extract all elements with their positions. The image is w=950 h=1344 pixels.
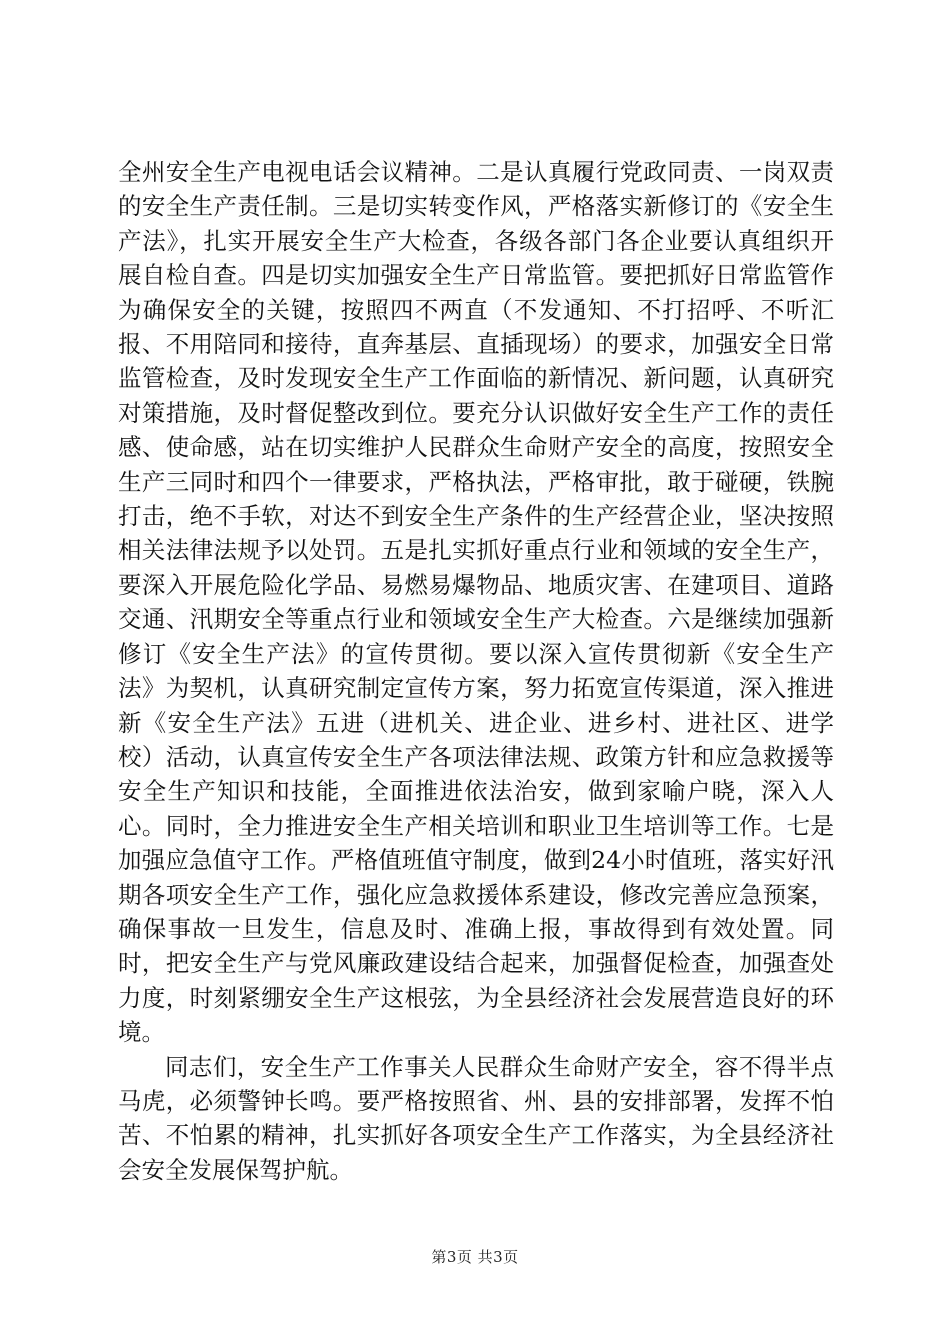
page-footer: 第3页 共3页 xyxy=(431,1248,519,1266)
document-body xyxy=(118,155,834,1187)
paragraph-1: 全州安全生产电视电话会议精神。二是认真履行党政同责、一岗双责的安全生产责任制。三是切实转变作风，严格落实新修订的《安全生产法》，扎实开展安全生产大检查，各级各部门各企业要认真组织开展自检自查。四是切实加强安全生产日常监管。要把抓好日常监管作为确保安全的关键，按照四不两直（不发通知、不打招呼、不听汇报、不用陪同和接待，直奔基层、直插现场）的要求，加强安全日常监管检查，及时发现安全生产工作面临的新情况、新问题，认真研究对策措施，及时督促整改到位。要充分认识做好安全生产工作的责任感、使命感，站在切实维护人民群众生命财产安全的高度，按照安全生产三同时和四个一律要求，严格执法，严格审批，敢于碰硬，铁腕打击，绝不手软，对达不到安全生产条件的生产经营企业，坚决按照相关法律法规予以处罚。五是扎实抓好重点行业和领域的安全生产，要深入开展危险化学品、易燃易爆物品、地质灾害、在建项目、道路交通、汛期安全等重点行业和领域安全生产大检查。六是继续加强新修订《安全生产法》的宣传贯彻。要以深入宣传贯彻新《安全生产法》为契机，认真研究制定宣传方案，努力拓宽宣传渠道，深入推进新《安全生产法》五进（进机关、进企业、进乡村、进社区、进学校）活动，认真宣传安全生产各项法律法规、政策方针和应急救援等安全生产知识和技能，全面推进依法治安，做到家喻户晓，深入人心。同时，全力推进安全生产相关培训和职业卫生培训等工作。七是加强应急值守工作。严格值班值守制度，做到24小时值班，落实好汛期各项安全生产工作，强化应急救援体系建设，修改完善应急预案，确保事故一旦发生，信息及时、准确上报，事故得到有效处置。同时，把安全生产与党风廉政建设结合起来，加强督促检查，加强查处力度，时刻紧绷安全生产这根弦，为全县经济社会发展营造良好的环境。 xyxy=(118,158,834,1047)
paragraph-2: 同志们，安全生产工作事关人民群众生命财产安全，容不得半点马虎，必须警钟长鸣。要严格按照省、州、县的安排部署，发挥不怕苦、不怕累的精神，扎实抓好各项安全生产工作落实，为全县经济社会安全发展保驾护航。 xyxy=(118,1052,834,1184)
